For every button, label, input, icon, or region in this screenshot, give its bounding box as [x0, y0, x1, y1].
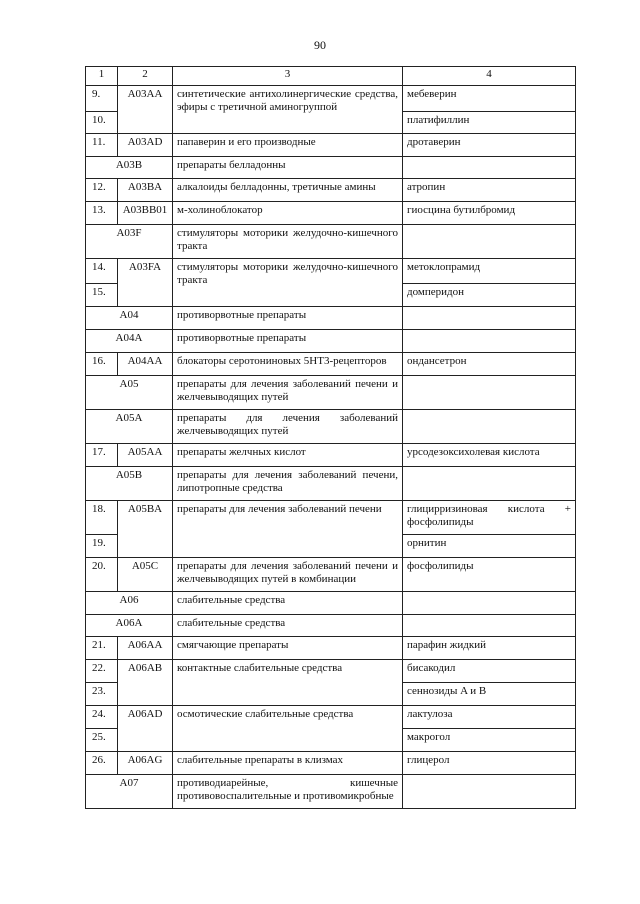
atc-code: A05AA	[118, 444, 173, 467]
atc-code: A06	[86, 592, 173, 615]
row-number: 18.	[86, 501, 118, 535]
header-cell-4: 4	[403, 67, 576, 86]
group-description: слабительные препараты в клизмах	[173, 752, 403, 775]
table-row	[86, 410, 576, 444]
table-row	[86, 444, 576, 467]
group-description: папаверин и его производные	[173, 134, 403, 157]
drug-name: бисакодил	[403, 660, 576, 683]
row-number: 20.	[86, 558, 118, 592]
group-description: противодиарейные, кишечные противовоспалительные и противомикробные	[173, 775, 403, 809]
row-number: 17.	[86, 444, 118, 467]
table-row	[86, 615, 576, 637]
table-row	[86, 157, 576, 179]
row-number: 10.	[86, 112, 118, 134]
atc-code: A06AD	[118, 706, 173, 752]
group-description: м-холиноблокатор	[173, 202, 403, 225]
table-row	[86, 501, 576, 535]
drug-name: макрогол	[403, 729, 576, 752]
row-number: 9.	[86, 86, 118, 112]
drug-name: глицирризиновая кислота + фосфолипиды	[403, 501, 576, 535]
row-number: 24.	[86, 706, 118, 729]
row-number: 21.	[86, 637, 118, 660]
group-description: осмотические слабительные средства	[173, 706, 403, 752]
drug-classification-table	[85, 66, 576, 809]
atc-code: A06AA	[118, 637, 173, 660]
drug-name	[403, 410, 576, 444]
drug-name: сеннозиды A и B	[403, 683, 576, 706]
group-description: противорвотные препараты	[173, 330, 403, 353]
header-cell-2: 2	[118, 67, 173, 86]
row-number: 23.	[86, 683, 118, 706]
table-row	[86, 179, 576, 202]
drug-name	[403, 307, 576, 330]
drug-name: глицерол	[403, 752, 576, 775]
drug-name: домперидон	[403, 284, 576, 307]
table-header-row	[86, 67, 576, 86]
group-description: противорвотные препараты	[173, 307, 403, 330]
page-number: 90	[314, 38, 326, 52]
drug-name	[403, 615, 576, 637]
table-row	[86, 775, 576, 809]
table-row	[86, 202, 576, 225]
atc-code: A04AA	[118, 353, 173, 376]
atc-code: A04A	[86, 330, 173, 353]
group-description: блокаторы серотониновых 5НТ3-рецепторов	[173, 353, 403, 376]
row-number: 26.	[86, 752, 118, 775]
atc-code: A07	[86, 775, 173, 809]
drug-name	[403, 775, 576, 809]
group-description: препараты для лечения заболеваний печени, липотропные средства	[173, 467, 403, 501]
group-description: препараты белладонны	[173, 157, 403, 179]
row-number: 12.	[86, 179, 118, 202]
table-row	[86, 706, 576, 729]
drug-name: урсодезоксихолевая кислота	[403, 444, 576, 467]
atc-code: A03B	[86, 157, 173, 179]
group-description: препараты для лечения заболеваний печени	[173, 501, 403, 558]
row-number: 19.	[86, 535, 118, 558]
atc-code: A05A	[86, 410, 173, 444]
atc-code: A06A	[86, 615, 173, 637]
table-row	[86, 660, 576, 683]
atc-code: A03BA	[118, 179, 173, 202]
table-row	[86, 134, 576, 157]
header-cell-1: 1	[86, 67, 118, 86]
table-row	[86, 225, 576, 259]
table-row	[86, 330, 576, 353]
table-row	[86, 752, 576, 775]
group-description: стимуляторы моторики желудочно-кишечного тракта	[173, 259, 403, 307]
row-number: 15.	[86, 284, 118, 307]
group-description: контактные слабительные средства	[173, 660, 403, 706]
row-number: 13.	[86, 202, 118, 225]
group-description: смягчающие препараты	[173, 637, 403, 660]
drug-name: атропин	[403, 179, 576, 202]
group-description: препараты желчных кислот	[173, 444, 403, 467]
atc-code: A05BA	[118, 501, 173, 558]
row-number: 16.	[86, 353, 118, 376]
table-row	[86, 376, 576, 410]
group-description: слабительные средства	[173, 592, 403, 615]
drug-name	[403, 157, 576, 179]
atc-code: A03BB01	[118, 202, 173, 225]
table-row	[86, 259, 576, 284]
group-description: синтетические антихолинергические средства, эфиры с третичной аминогруппой	[173, 86, 403, 134]
atc-code: A06AB	[118, 660, 173, 706]
atc-code: A03AA	[118, 86, 173, 134]
atc-code: A04	[86, 307, 173, 330]
drug-name: метоклопрамид	[403, 259, 576, 284]
atc-code: A05	[86, 376, 173, 410]
row-number: 11.	[86, 134, 118, 157]
group-description: препараты для лечения заболеваний желчевыводящих путей	[173, 410, 403, 444]
atc-code: A03F	[86, 225, 173, 259]
drug-name	[403, 330, 576, 353]
table-row	[86, 592, 576, 615]
atc-code: A05C	[118, 558, 173, 592]
row-number: 25.	[86, 729, 118, 752]
group-description: препараты для лечения заболеваний печени и желчевыводящих путей в комбинации	[173, 558, 403, 592]
drug-name	[403, 225, 576, 259]
drug-name: дротаверин	[403, 134, 576, 157]
drug-name: орнитин	[403, 535, 576, 558]
atc-code: A03AD	[118, 134, 173, 157]
header-cell-3: 3	[173, 67, 403, 86]
drug-name: фосфолипиды	[403, 558, 576, 592]
drug-name: гиосцина бутилбромид	[403, 202, 576, 225]
table-row	[86, 637, 576, 660]
drug-name: лактулоза	[403, 706, 576, 729]
atc-code: A05B	[86, 467, 173, 501]
atc-code: A03FA	[118, 259, 173, 307]
drug-name	[403, 376, 576, 410]
drug-name: ондансетрон	[403, 353, 576, 376]
table-row	[86, 86, 576, 112]
table-row	[86, 307, 576, 330]
table-row	[86, 353, 576, 376]
drug-name	[403, 592, 576, 615]
row-number: 14.	[86, 259, 118, 284]
group-description: алкалоиды белладонны, третичные амины	[173, 179, 403, 202]
group-description: слабительные средства	[173, 615, 403, 637]
row-number: 22.	[86, 660, 118, 683]
group-description: препараты для лечения заболеваний печени и желчевыводящих путей	[173, 376, 403, 410]
group-description: стимуляторы моторики желудочно-кишечного тракта	[173, 225, 403, 259]
drug-name: платифиллин	[403, 112, 576, 134]
table-row	[86, 558, 576, 592]
drug-name	[403, 467, 576, 501]
drug-name: мебеверин	[403, 86, 576, 112]
table-row	[86, 467, 576, 501]
drug-name: парафин жидкий	[403, 637, 576, 660]
atc-code: A06AG	[118, 752, 173, 775]
